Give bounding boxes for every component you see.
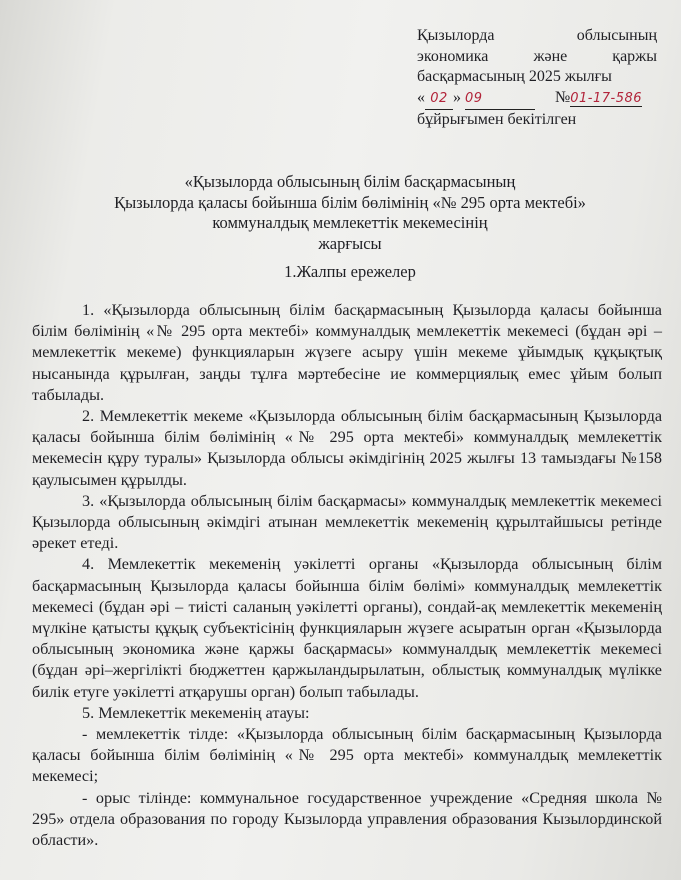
approval-line-3: басқармасының 2025 жылғы xyxy=(417,68,612,85)
paragraph-3: 3. «Қызылорда облысының білім басқармасы» коммуналдық мемлекеттік мекемесі Қызылорда облысының әкімдігі атынан мемлекеттік мекеменің құрылтайшысы ретінде әрекет етеді. xyxy=(32,491,662,553)
handwritten-number: 01-17-586 xyxy=(570,90,643,106)
approval-word: Қызылорда xyxy=(417,27,495,44)
section-heading: 1.Жалпы ережелер xyxy=(284,262,416,281)
paragraph-2: 2. Мемлекеттік мекеме «Қызылорда облысының білім басқармасының Қызылорда қаласы бойынша білім бөлімінің «№ 295 орта мектебі» коммуналдық мемлекеттік мекемесін құру туралы» Қызылорда облысы әкімдігінің 2025 жылғы 13 тамыздағы №158 қаулысымен құрылды. xyxy=(32,407,662,489)
approval-word: қаржы xyxy=(612,47,657,65)
document-body xyxy=(32,300,662,851)
document-title xyxy=(60,172,640,254)
title-line-2: Қызылорда қаласы бойынша білім бөлімінің «№ 295 орта мектебі» xyxy=(114,192,586,212)
title-line-3: коммуналдық мемлекеттік мекемесінің xyxy=(212,213,488,232)
date-quote-open: « xyxy=(417,88,425,106)
approval-word: экономика xyxy=(417,47,489,65)
approval-word: және xyxy=(533,47,568,65)
approval-stamp-block xyxy=(417,26,657,131)
date-quote-close: » xyxy=(453,88,461,106)
approval-word: облысының xyxy=(576,27,657,44)
paragraph-5-state-language: - мемлекеттік тілде: «Қызылорда облысының білім басқармасының Қызылорда қаласы бойынша білім бөлімінің «№ 295 орта мектебі» коммуналдық мемлекеттік мекемесі; xyxy=(32,725,662,786)
approval-line-2 xyxy=(417,47,657,68)
paragraph-5: 5. Мемлекеттік мекеменің атауы: xyxy=(82,703,310,722)
paragraph-4: 4. Мемлекеттік мекеменің уәкілетті органы «Қызылорда облысының білім басқармасының Қызылорда қаласы бойынша білім бөлімі» коммуналдық мемлекеттік мекемесі (бұдан әрі – тиісті саланың уәкілетті органы), сондай-ақ мемлекеттік мекеменің мүлкіне қатысты құқық субъектісінің функцияларын жүзеге асыратын орган «Қызылорда облысының экономика және қаржы басқармасы» коммуналдық мемлекеттік мекемесі (бұдан әрі–жергілікті бюджеттен қаржыландырылатын, облыстық коммуналдық мүлікке билік етуге уәкілетті атқарушы орган) болып табылады. xyxy=(32,555,662,701)
approval-line-5: бұйрығымен бекітілген xyxy=(417,111,577,128)
approval-line-1 xyxy=(417,26,657,47)
approval-date-row xyxy=(417,88,657,111)
title-line-1: «Қызылорда облысының білім басқармасының xyxy=(184,172,516,191)
number-label: № xyxy=(555,88,571,106)
paragraph-1: 1. «Қызылорда облысының білім басқармасының Қызылорда қаласы бойынша білім бөлімінің «№ 295 орта мектебі» коммуналдық мемлекеттік мекемесі (бұдан әрі – мемлекеттік мекеме) функцияларын жүзеге асыру үшін мекеме ұйымдық құқықтық нысанында құрылған, заңды тұлға мәртебесіне ие коммерциялық емес ұйым болып табылады. xyxy=(32,301,662,404)
handwritten-day: 02 xyxy=(425,89,453,111)
paragraph-5-russian-language: - орыс тілінде: коммунальное государственное учреждение «Средняя школа № 295» отдела образования по городу Кызылорда управления образования Кызылординской области». xyxy=(32,788,662,850)
handwritten-month: 09 xyxy=(465,89,535,111)
title-line-4: жарғысы xyxy=(318,233,382,253)
